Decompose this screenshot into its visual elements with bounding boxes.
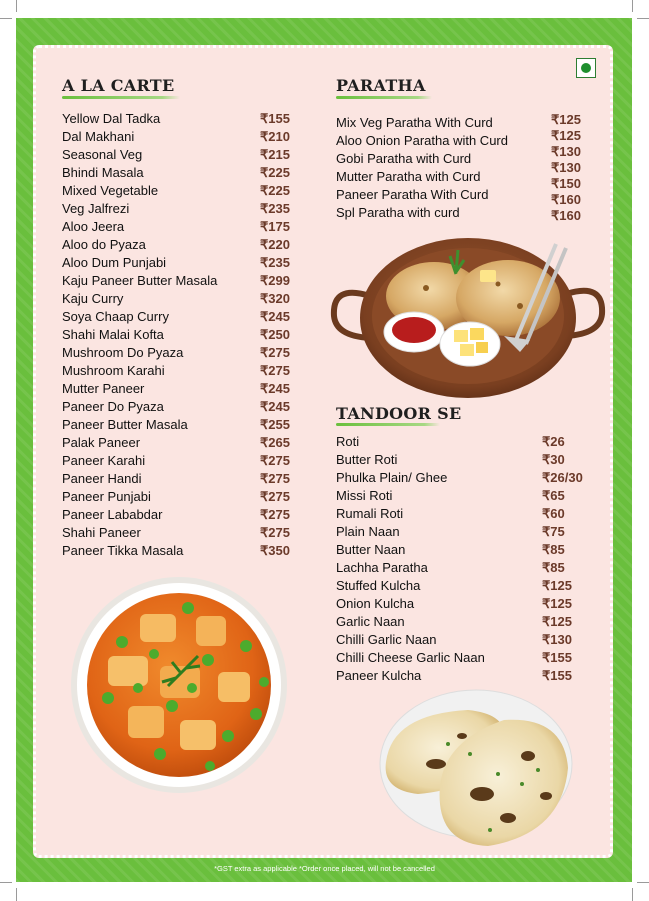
menu-item <box>336 169 546 187</box>
item-name: Chilli Garlic Naan <box>336 632 437 647</box>
item-price: ₹75 <box>542 524 565 539</box>
item-name: Garlic Naan <box>336 614 405 629</box>
a-la-carte-underline <box>62 96 180 99</box>
item-price: ₹245 <box>260 381 290 396</box>
item-name: Paneer Paratha With Curd <box>336 187 489 202</box>
item-price: ₹299 <box>260 273 290 288</box>
item-name: Phulka Plain/ Ghee <box>336 470 448 485</box>
item-price: ₹250 <box>260 327 290 342</box>
paratha-list <box>336 115 546 223</box>
menu-item <box>62 345 302 363</box>
paratha-platter-image <box>330 236 606 402</box>
item-price: ₹245 <box>260 399 290 414</box>
menu-item <box>62 525 302 543</box>
menu-item <box>62 381 302 399</box>
item-name: Kaju Paneer Butter Masala <box>62 273 218 288</box>
crop-mark <box>0 882 12 883</box>
menu-item <box>62 399 302 417</box>
item-price: ₹125 <box>551 112 581 127</box>
menu-item <box>336 115 546 133</box>
item-price: ₹125 <box>551 128 581 143</box>
item-name: Aloo Dum Punjabi <box>62 255 167 270</box>
item-name: Mutter Paneer <box>62 381 145 396</box>
item-price: ₹350 <box>260 543 290 558</box>
menu-item <box>62 201 302 219</box>
menu-item <box>336 434 592 452</box>
menu-item <box>62 309 302 327</box>
item-name: Paneer Butter Masala <box>62 417 188 432</box>
menu-item <box>336 187 546 205</box>
item-price: ₹85 <box>542 542 565 557</box>
item-price: ₹125 <box>542 596 572 611</box>
item-name: Spl Paratha with curd <box>336 205 460 220</box>
item-price: ₹275 <box>260 525 290 540</box>
paneer-curry-bowl-image <box>68 576 290 794</box>
item-name: Palak Paneer <box>62 435 141 450</box>
paratha-price-column <box>551 112 581 224</box>
item-name: Shahi Malai Kofta <box>62 327 164 342</box>
item-price: ₹160 <box>551 192 581 207</box>
item-price: ₹245 <box>260 309 290 324</box>
item-price: ₹60 <box>542 506 565 521</box>
item-price: ₹275 <box>260 363 290 378</box>
menu-item <box>336 506 592 524</box>
item-price: ₹235 <box>260 255 290 270</box>
item-name: Soya Chaap Curry <box>62 309 169 324</box>
footer-note: *GST extra as applicable *Order once placed, will not be cancelled <box>214 864 435 873</box>
item-price: ₹130 <box>551 160 581 175</box>
item-name: Mutter Paratha with Curd <box>336 169 481 184</box>
crop-mark <box>632 888 633 901</box>
menu-item <box>62 489 302 507</box>
item-name: Dal Makhani <box>62 129 135 144</box>
item-name: Stuffed Kulcha <box>336 578 421 593</box>
item-name: Onion Kulcha <box>336 596 415 611</box>
item-price: ₹210 <box>260 129 290 144</box>
menu-item <box>336 542 592 560</box>
item-price: ₹26/30 <box>542 470 583 485</box>
paratha-title: PARATHA <box>336 76 426 95</box>
item-price: ₹275 <box>260 507 290 522</box>
crop-mark <box>632 0 633 12</box>
menu-item <box>62 219 302 237</box>
crop-mark <box>16 888 17 901</box>
item-name: Aloo Jeera <box>62 219 125 234</box>
menu-item <box>336 596 592 614</box>
item-name: Roti <box>336 434 360 449</box>
menu-item <box>62 327 302 345</box>
item-price: ₹275 <box>260 489 290 504</box>
menu-item <box>62 165 302 183</box>
tandoor-se-underline <box>336 423 440 426</box>
item-name: Butter Roti <box>336 452 398 467</box>
menu-item <box>62 471 302 489</box>
menu-item <box>62 183 302 201</box>
menu-item <box>62 129 302 147</box>
menu-item <box>336 488 592 506</box>
menu-item <box>336 614 592 632</box>
item-name: Aloo Onion Paratha with Curd <box>336 133 508 148</box>
a-la-carte-list <box>62 111 302 561</box>
item-name: Rumali Roti <box>336 506 404 521</box>
item-price: ₹175 <box>260 219 290 234</box>
item-price: ₹155 <box>542 668 572 683</box>
item-name: Veg Jalfrezi <box>62 201 130 216</box>
item-name: Bhindi Masala <box>62 165 144 180</box>
item-name: Paneer Punjabi <box>62 489 151 504</box>
item-name: Mix Veg Paratha With Curd <box>336 115 493 130</box>
menu-item <box>62 453 302 471</box>
item-name: Mushroom Karahi <box>62 363 165 378</box>
item-name: Paneer Lababdar <box>62 507 163 522</box>
menu-item <box>62 417 302 435</box>
menu-item <box>62 507 302 525</box>
item-price: ₹125 <box>542 614 572 629</box>
tandoor-se-list <box>336 434 592 686</box>
item-name: Lachha Paratha <box>336 560 428 575</box>
item-name: Gobi Paratha with Curd <box>336 151 472 166</box>
menu-item <box>336 205 546 223</box>
item-name: Kaju Curry <box>62 291 124 306</box>
menu-item <box>336 524 592 542</box>
item-name: Paneer Karahi <box>62 453 146 468</box>
crop-mark <box>0 18 12 19</box>
item-price: ₹225 <box>260 183 290 198</box>
item-price: ₹255 <box>260 417 290 432</box>
item-name: Chilli Cheese Garlic Naan <box>336 650 485 665</box>
menu-item <box>62 363 302 381</box>
menu-item <box>62 273 302 291</box>
crop-mark <box>637 18 649 19</box>
menu-item <box>62 255 302 273</box>
a-la-carte-title: A LA CARTE <box>62 76 175 95</box>
item-price: ₹220 <box>260 237 290 252</box>
menu-item <box>336 632 592 650</box>
item-price: ₹26 <box>542 434 565 449</box>
item-price: ₹130 <box>542 632 572 647</box>
menu-item <box>62 543 302 561</box>
item-name: Seasonal Veg <box>62 147 143 162</box>
item-price: ₹275 <box>260 453 290 468</box>
item-name: Butter Naan <box>336 542 406 557</box>
menu-item <box>336 452 592 470</box>
menu-item <box>62 435 302 453</box>
menu-item <box>336 133 546 151</box>
item-price: ₹130 <box>551 144 581 159</box>
item-price: ₹215 <box>260 147 290 162</box>
menu-item <box>336 560 592 578</box>
item-price: ₹265 <box>260 435 290 450</box>
item-name: Mixed Vegetable <box>62 183 159 198</box>
item-name: Paneer Kulcha <box>336 668 422 683</box>
veg-symbol-icon <box>576 58 596 78</box>
item-name: Paneer Tikka Masala <box>62 543 184 558</box>
menu-item <box>62 147 302 165</box>
item-name: Yellow Dal Tadka <box>62 111 161 126</box>
item-name: Plain Naan <box>336 524 400 539</box>
menu-item <box>336 578 592 596</box>
item-name: Shahi Paneer <box>62 525 141 540</box>
naan-plate-image <box>378 684 574 854</box>
menu-item <box>336 151 546 169</box>
crop-mark <box>637 882 649 883</box>
item-name: Paneer Handi <box>62 471 142 486</box>
menu-item <box>336 470 592 488</box>
paratha-underline <box>336 96 432 99</box>
item-name: Missi Roti <box>336 488 393 503</box>
item-price: ₹275 <box>260 345 290 360</box>
item-price: ₹85 <box>542 560 565 575</box>
tandoor-se-title: TANDOOR SE <box>336 404 462 423</box>
item-price: ₹275 <box>260 471 290 486</box>
menu-item <box>62 291 302 309</box>
item-price: ₹225 <box>260 165 290 180</box>
crop-mark <box>16 0 17 12</box>
item-name: Aloo do Pyaza <box>62 237 146 252</box>
item-price: ₹125 <box>542 578 572 593</box>
menu-item <box>62 237 302 255</box>
item-price: ₹155 <box>260 111 290 126</box>
item-price: ₹155 <box>542 650 572 665</box>
item-price: ₹65 <box>542 488 565 503</box>
item-price: ₹235 <box>260 201 290 216</box>
item-name: Paneer Do Pyaza <box>62 399 164 414</box>
menu-item <box>336 650 592 668</box>
item-price: ₹160 <box>551 208 581 223</box>
item-price: ₹320 <box>260 291 290 306</box>
item-name: Mushroom Do Pyaza <box>62 345 184 360</box>
menu-item <box>62 111 302 129</box>
item-price: ₹30 <box>542 452 565 467</box>
item-price: ₹150 <box>551 176 581 191</box>
